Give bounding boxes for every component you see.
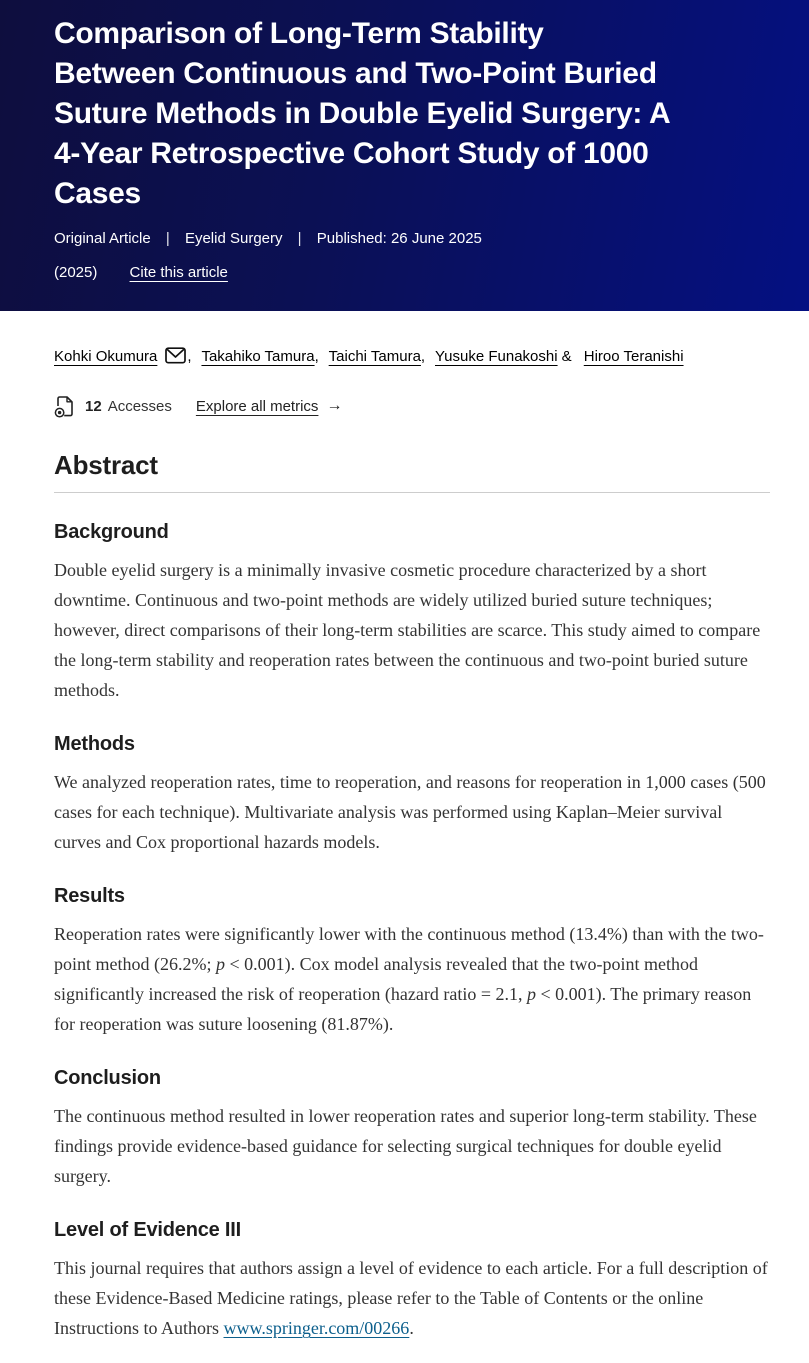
level-of-evidence-text <box>54 1253 770 1343</box>
author-link[interactable]: Kohki Okumura <box>54 348 158 365</box>
meta-separator: | <box>165 230 170 247</box>
volume-year-label: (2025) <box>54 264 98 281</box>
volume-cite-row <box>54 263 769 283</box>
section-methods <box>54 733 770 857</box>
author-link[interactable]: Taichi Tamura <box>328 348 421 365</box>
results-heading: Results <box>54 885 125 907</box>
accesses-count: 12 <box>85 397 102 415</box>
article-header <box>0 0 809 311</box>
author-separator: , <box>420 348 426 365</box>
background-text: Double eyelid surgery is a minimally invasive cosmetic procedure characterized by a short downtime. Continuous and two-point methods are widely utilized buried suture techniques; however, direct comparisons of their long-term stabilities are scarce. This study aimed to compare the long-term stability and reoperation rates between the continuous and two-point buried suture methods. <box>54 560 761 700</box>
abstract-divider <box>54 492 770 493</box>
title-line: Comparison of Long-Term Stability <box>54 17 544 50</box>
author-separator: & <box>561 348 572 365</box>
level-of-evidence-heading: Level of Evidence III <box>54 1219 241 1241</box>
author-link[interactable]: Hiroo Teranishi <box>583 348 684 365</box>
author-link[interactable]: Takahiko Tamura <box>201 348 315 365</box>
conclusion-text: The continuous method resulted in lower reoperation rates and superior long-term stability. These findings provide evidence-based guidance for selecting surgical techniques for double eyelid surgery. <box>54 1106 757 1186</box>
abstract-heading: Abstract <box>54 450 158 480</box>
background-heading: Background <box>54 521 169 543</box>
section-conclusion <box>54 1067 770 1191</box>
published-date-label: Published: 26 June 2025 <box>316 230 482 247</box>
section-background <box>54 521 770 705</box>
section-level-of-evidence <box>54 1219 770 1343</box>
section-results <box>54 885 770 1039</box>
authors-row <box>54 345 770 369</box>
article-meta-row <box>54 229 769 249</box>
article-content <box>0 345 809 1363</box>
methods-text: We analyzed reoperation rates, time to reoperation, and reasons for reoperation in 1,000 cases (500 cases for each technique). Multivariate analysis was performed using Kaplan–Meier survival curves and Cox proportional hazards models. <box>54 772 766 852</box>
meta-separator: | <box>297 230 302 247</box>
title-line: 4-Year Retrospective Cohort Study of 1000 <box>54 137 649 170</box>
author-separator: , <box>187 348 192 365</box>
explore-all-metrics-link[interactable]: Explore all metrics <box>195 397 319 415</box>
accesses-icon <box>54 394 76 418</box>
article-category-label: Eyelid Surgery <box>184 230 283 247</box>
arrow-right-icon: → <box>326 397 343 414</box>
envelope-icon[interactable] <box>165 347 186 364</box>
title-line: Cases <box>54 177 141 210</box>
results-text: Reoperation rates were significantly lower with the continuous method (13.4%) than with the two-point method (26.2%; p < 0.001). Cox model analysis revealed that the two-point method significantly increased the risk of reoperation (hazard ratio = 2.1, p < 0.001). The primary reason for reoperation was suture loosening (81.87%). <box>54 924 764 1034</box>
author-link[interactable]: Yusuke Funakoshi <box>435 348 558 365</box>
cite-this-article-link[interactable]: Cite this article <box>129 264 228 281</box>
metrics-row <box>54 394 770 418</box>
methods-heading: Methods <box>54 733 135 755</box>
accesses-label: Accesses <box>107 397 172 415</box>
article-title <box>54 14 769 214</box>
article-type-label: Original Article <box>54 230 151 247</box>
title-line: Suture Methods in Double Eyelid Surgery: A <box>54 97 671 130</box>
level-of-evidence-text-after: . <box>409 1318 414 1338</box>
springer-instructions-link[interactable]: www.springer.com/00266 <box>223 1318 410 1338</box>
title-line: Between Continuous and Two-Point Buried <box>54 57 657 90</box>
conclusion-heading: Conclusion <box>54 1067 161 1089</box>
author-separator: , <box>314 348 319 365</box>
level-of-evidence-text-before: This journal requires that authors assign a level of evidence to each article. For a full description of these Evidence-Based Medicine ratings, please refer to the Table of Contents or the online Instructions to Authors <box>54 1258 768 1338</box>
